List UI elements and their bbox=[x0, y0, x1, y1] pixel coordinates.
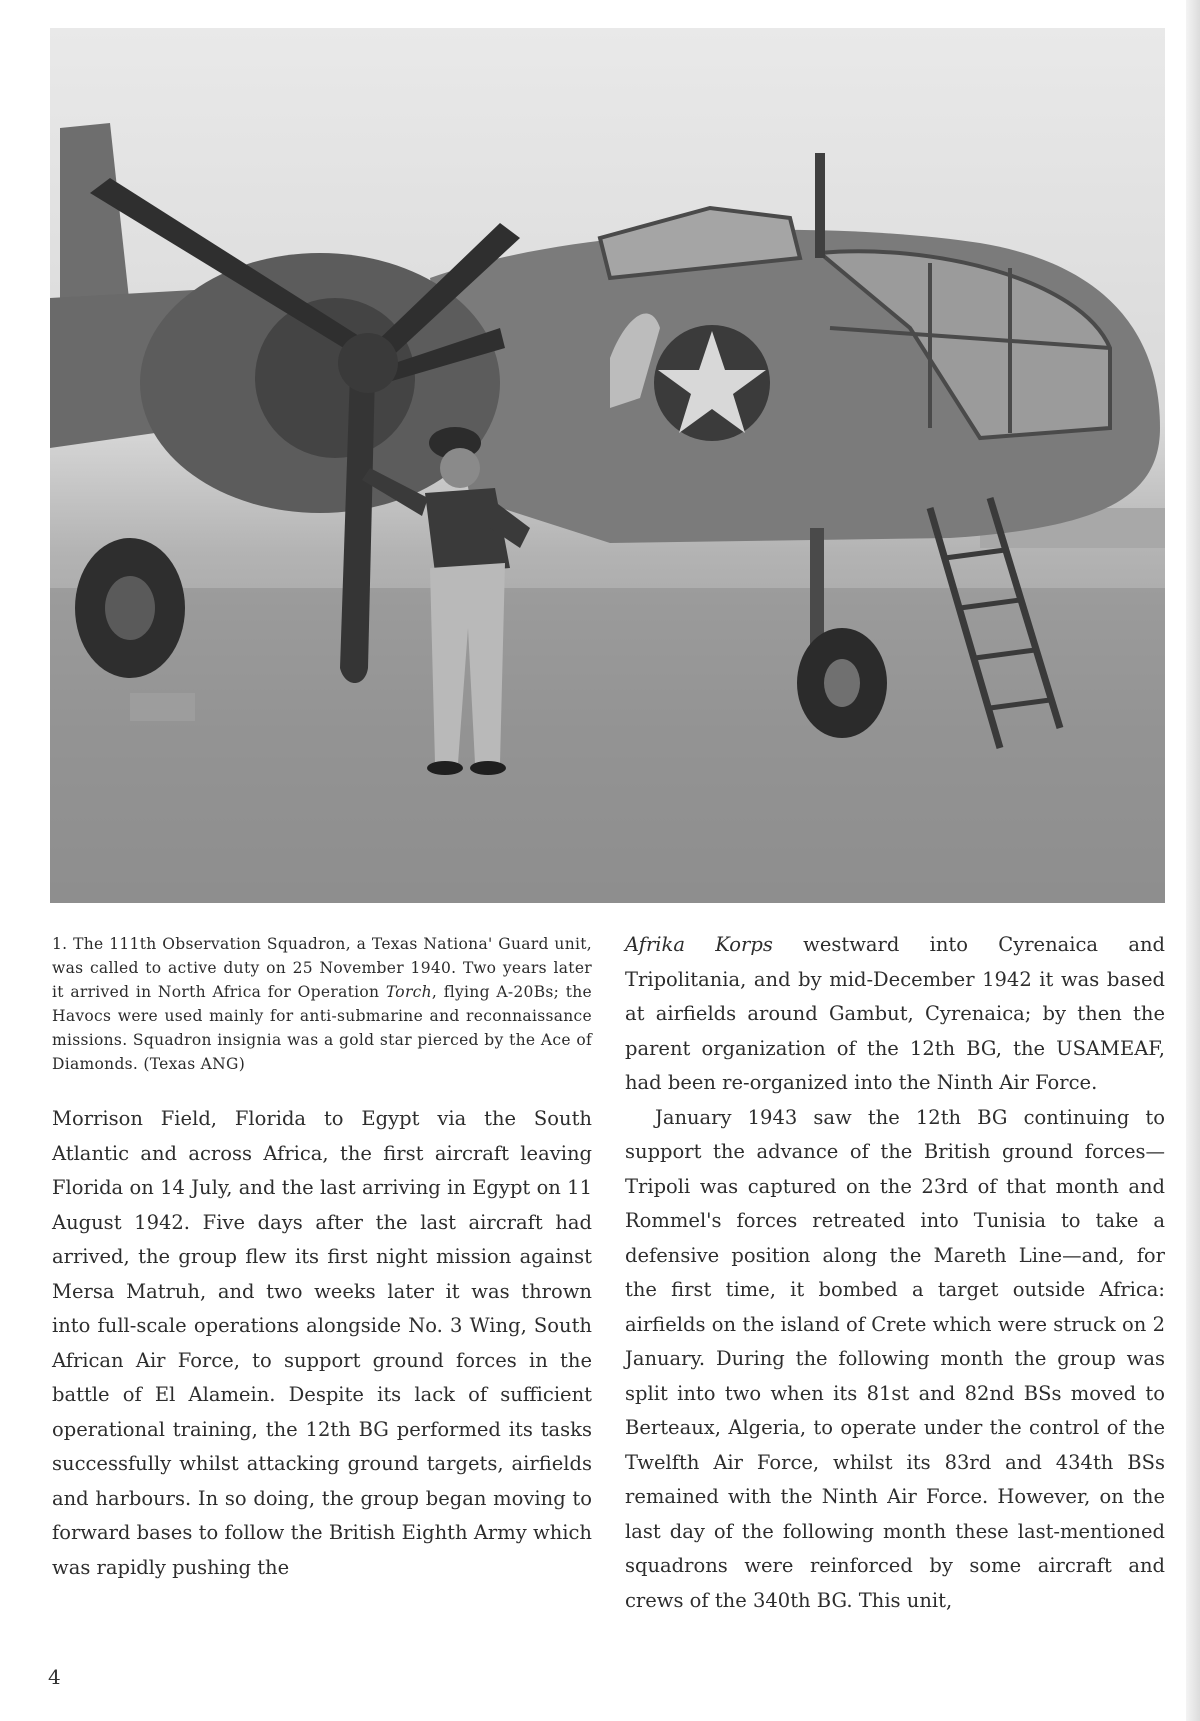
caption-text: The 111th Observation Squadron, a Texas Nationa' Guard unit, was called to active duty on 25 November 1940. Two years later it arrived in North Africa for Operation bbox=[52, 935, 592, 1001]
right-paragraph-1-text: westward into Cyrenaica and Tripolitania, and by mid-December 1942 it was based at airfields around Gambut, Cyrenaica; by then the parent organization of the 12th BG, the USAMEAF, had been re-organized into the Ninth Air Force. bbox=[625, 933, 1165, 1094]
left-paragraph-1: Morrison Field, Florida to Egypt via the South Atlantic and across Africa, the first aircraft leaving Florida on 14 July, and the last arriving in Egypt on 11 August 1942. Five days after the last aircraft had arrived, the group flew its first night mission against Mersa Matruh, and two weeks later it was thrown into full-scale operations alongside No. 3 Wing, South African Air Force, to support ground forces in the battle of El Alamein. Despite its lack of sufficient operational training, the 12th BG performed its tasks successfully whilst attacking ground targets, airfields and harbours. In so doing, the group began moving to forward bases to follow the British Eighth Army which was rapidly pushing the bbox=[52, 1107, 592, 1579]
left-text-column bbox=[52, 1102, 592, 1585]
caption-number: 1. bbox=[52, 935, 68, 953]
right-paragraph-italic: Afrika Korps bbox=[625, 933, 773, 956]
caption-italic-torch: Torch bbox=[385, 983, 432, 1001]
page-edge-shadow bbox=[1186, 0, 1200, 1721]
right-paragraph-1 bbox=[625, 928, 1165, 1101]
right-text-column bbox=[625, 928, 1165, 1618]
caption-text-after: , flying A-20Bs; the Havocs were used mainly for anti-submarine and reconnaissance missions. Squadron insignia was a gold star pierced by the Ace of Diamonds. (Texas ANG) bbox=[52, 983, 592, 1073]
aircraft-photograph bbox=[50, 28, 1165, 903]
aircraft-photo-illustration bbox=[50, 28, 1165, 903]
page-number: 4 bbox=[48, 1665, 61, 1689]
right-paragraph-2: January 1943 saw the 12th BG continuing to support the advance of the British ground forces—Tripoli was captured on the 23rd of that month and Rommel's forces retreated into Tunisia to take a defensive position along the Mareth Line—and, for the first time, it bombed a target outside Africa: airfields on the island of Crete which were struck on 2 January. During the following month the group was split into two when its 81st and 82nd BSs moved to Berteaux, Algeria, to operate under the control of the Twelfth Air Force, whilst its 83rd and 434th BSs remained with the Ninth Air Force. However, on the last day of the following month these last-mentioned squadrons were reinforced by some aircraft and crews of the 340th BG. This unit, bbox=[625, 1105, 1165, 1612]
figure-caption bbox=[52, 932, 592, 1076]
